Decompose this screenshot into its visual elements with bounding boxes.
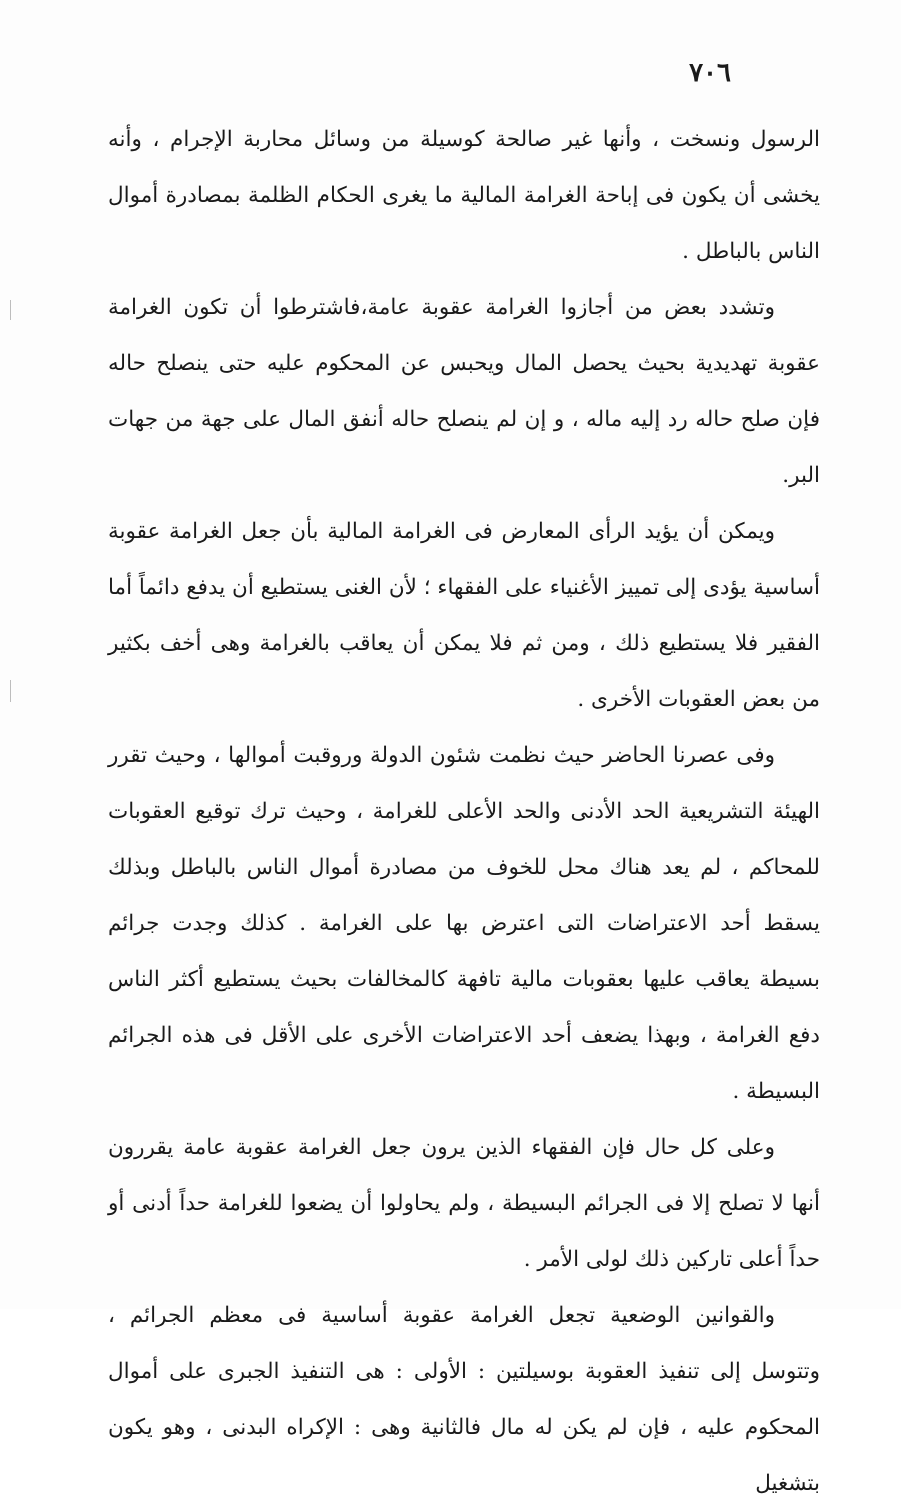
paragraph-2: وتشدد بعض من أجازوا الغرامة عقوبة عامة،فاشترطوا أن تكون الغرامة عقوبة تهديدية بحيث يحصل المال ويحبس عن المحكوم عليه حتى ينصلح حاله فإن صلح حاله رد إليه ماله ، و إن لم ينصلح حاله أنفق المال على جهة من جهات البر. xyxy=(108,295,820,488)
margin-mark-top xyxy=(10,300,11,320)
paragraph-1: الرسول ونسخت ، وأنها غير صالحة كوسيلة من وسائل محاربة الإجرام ، وأنه يخشى أن يكون فى إباحة الغرامة المالية ما يغرى الحكام الظلمة بمصادرة أموال الناس بالباطل . xyxy=(108,127,820,264)
paragraph-3: ويمكن أن يؤيد الرأى المعارض فى الغرامة المالية بأن جعل الغرامة عقوبة أساسية يؤدى إلى تمييز الأغنياء على الفقهاء ؛ لأن الغنى يستطيع أن يدفع دائماً أما الفقير فلا يستطيع ذلك ، ومن ثم فلا يمكن أن يعاقب بالغرامة وهى أخف بكثير من بعض العقوبات الأخرى . xyxy=(108,519,820,712)
paragraph-5: وعلى كل حال فإن الفقهاء الذين يرون جعل الغرامة عقوبة عامة يقررون أنها لا تصلح إلا فى الجرائم البسيطة ، ولم يحاولوا أن يضعوا للغرامة حداً أدنى أو حداً أعلى تاركين ذلك لولى الأمر . xyxy=(108,1135,820,1272)
margin-mark-bottom xyxy=(10,680,11,702)
body-text xyxy=(108,112,820,1512)
page-number: ٧٠٦ xyxy=(689,58,731,88)
paragraph-6: والقوانين الوضعية تجعل الغرامة عقوبة أساسية فى معظم الجرائم ، وتتوسل إلى تنفيذ العقوبة بوسيلتين : الأولى : هى التنفيذ الجبرى على أموال المحكوم عليه ، فإن لم يكن له مال فالثانية وهى : الإكراه البدنى ، وهو يكون بتشغيل xyxy=(108,1303,820,1496)
paragraph-4: وفى عصرنا الحاضر حيث نظمت شئون الدولة وروقبت أموالها ، وحيث تقرر الهيئة التشريعية الحد الأدنى والحد الأعلى للغرامة ، وحيث ترك توقيع العقوبات للمحاكم ، لم يعد هناك محل للخوف من مصادرة أموال الناس بالباطل وبذلك يسقط أحد الاعتراضات التى اعترض بها على الغرامة . كذلك وجدت جرائم بسيطة يعاقب عليها بعقوبات مالية تافهة كالمخالفات بحيث يستطيع أكثر الناس دفع الغرامة ، وبهذا يضعف أحد الاعتراضات الأخرى على الأقل فى هذه الجرائم البسيطة . xyxy=(108,743,820,1104)
